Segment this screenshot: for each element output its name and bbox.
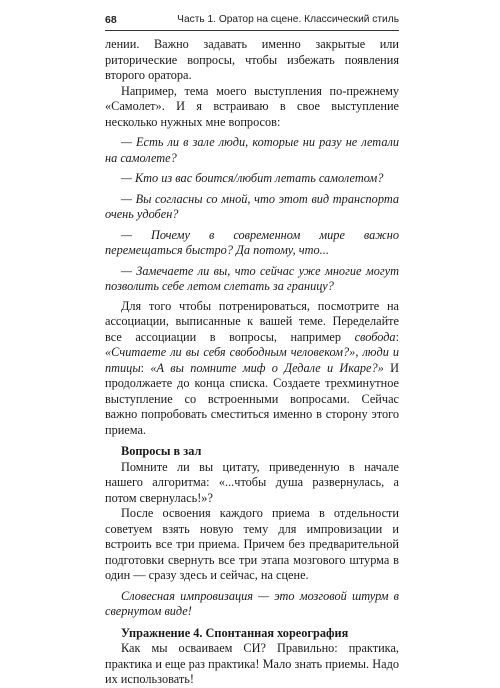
dialog-line-5: — Замечаете ли вы, что сейчас уже многие могут позволить себе летом слетать за границу? bbox=[105, 263, 399, 293]
dialog-line-2: — Кто из вас боится/любит летать самолетом? bbox=[121, 171, 384, 185]
page-body bbox=[105, 37, 399, 688]
dialog-line-1: — Есть ли в зале люди, которые ни разу не летали на самолете? bbox=[105, 135, 399, 165]
dialog-line-4: — Почему в современном мире важно перемещаться быстро? Да потому, что... bbox=[105, 227, 399, 257]
paragraph-example: Например, тема моего выступления по-прежнему «Самолет». И я встраиваю в свое выступление несколько нужных мне вопросов: bbox=[105, 83, 399, 129]
practice-question-2: «А вы помните миф о Дедале и Икаре?» bbox=[150, 360, 384, 375]
paragraph-practice-ci: Как мы осваиваем СИ? Правильно: практика, практика и еще раз практика! Мало знать приемы. Надо их использовать! bbox=[105, 641, 399, 686]
paragraph-quote: Помните ли вы цитату, приведенную в начале нашего алгоритма: «...чтобы душа развернулась, а потом свернулась!»? bbox=[105, 459, 399, 505]
paragraph-continuation: лении. Важно задавать именно закрытые или риторические вопросы, чтобы избежать появления второго оратора. bbox=[105, 37, 399, 82]
section-heading-exercise-4: Упражнение 4. Спонтанная хореография bbox=[121, 625, 349, 640]
page-number: 68 bbox=[105, 14, 117, 26]
paragraph-combine: После освоения каждого приема в отдельности советуем взять новую тему для импровизации и встроить все три приема. Причем без предварительной подготовки свернуть все три этапа мозгового штурма в один — сразу здесь и сейчас, на сцене. bbox=[105, 506, 399, 582]
practice-text-a: Для того чтобы потренироваться, посмотрите на ассоциации, выписанные к вашей теме. Переделайте все ассоциации в вопросы, например bbox=[105, 298, 399, 344]
practice-sep-3: : bbox=[140, 360, 151, 375]
practice-sep-2: , bbox=[355, 345, 363, 359]
practice-sep-1: : bbox=[395, 329, 399, 344]
practice-text-e: И продолжаете до конца списка. Создаете трехминутное выступление со встроенными вопросами. Сейчас важно попробовать сместиться именно в сторону этого приема. bbox=[105, 360, 399, 437]
header-rule bbox=[105, 30, 399, 31]
practice-word-people-birds: люди и птицы bbox=[105, 345, 400, 375]
practice-word-freedom: свобода bbox=[354, 329, 396, 344]
running-title: Часть 1. Оратор на сцене. Классический стиль bbox=[177, 14, 399, 25]
section-heading-questions: Вопросы в зал bbox=[121, 444, 202, 458]
practice-question-1: «Считаете ли вы себя свободным человеком?» bbox=[105, 345, 356, 359]
dialog-line-3: — Вы согласны со мной, что этот вид транспорта очень удобен? bbox=[105, 191, 399, 221]
slogan-improvisation: Словесная импровизация — это мозговой штурм в свернутом виде! bbox=[105, 588, 399, 618]
page-header bbox=[105, 14, 399, 30]
paragraph-practice bbox=[105, 299, 399, 439]
